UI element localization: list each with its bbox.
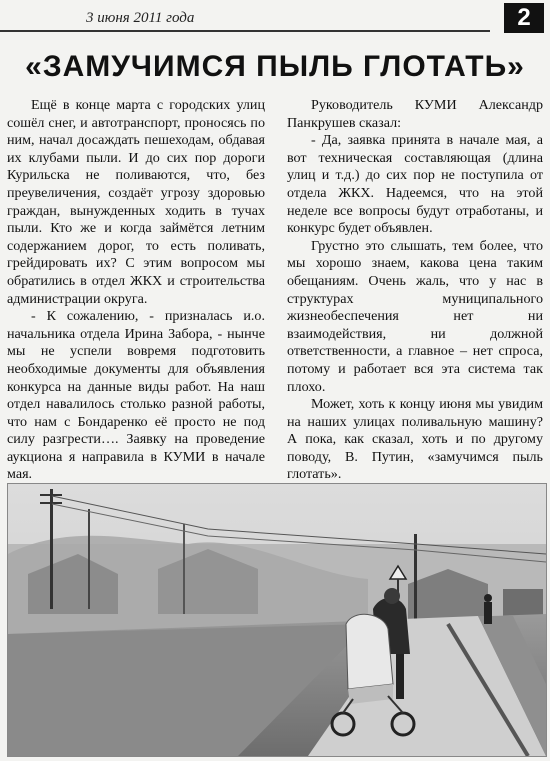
- page-header: [0, 0, 550, 34]
- paragraph: Ещё в конце марта с городских улиц сошёл снег, и автотранспорт, проносясь по ним, начал досаждать пешеходам, обдавая их клубами пыли. И до сих пор дороги Курильска не поливаются, что, без преувеличения, создаёт угрозу здоровью граждан, вынужденных ходить в тучах пыли. Кто же и когда займётся летним содержанием дорог, то есть поливать, грейдировать их? С этим вопросом мы обратились в отдел ЖКХ и строительства администрации округа.: [7, 97, 265, 307]
- issue-date: 3 июня 2011 года: [86, 10, 195, 26]
- paragraph: - Да, заявка принята в начале мая, а вот техническая составляющая (длина улиц и т.д.) до сих пор не поступила от отдела ЖКХ. Надеемся, что на этой неделе все вопросы будут отработаны, и конкурс будет объявлен.: [287, 132, 543, 237]
- paragraph: - К сожалению, - призналась и.о. начальника отдела Ирина Забора, - нынче мы не успели вовремя подготовить необходимые документы для объявления конкурса на данные виды работ. На наш отдел навалилось столько разной работы, что нам с Бондаренко её просто не под силу разгрести…. Заявку на проведение аукциона я направила в КУМИ в начале мая.: [7, 308, 265, 483]
- paragraph: Руководитель КУМИ Александр Панкрушев сказал:: [287, 97, 543, 131]
- article-photo: [7, 483, 547, 757]
- paragraph: Грустно это слышать, тем более, что мы хорошо знаем, какова цена таким обещаниям. Очень жаль, что у нас в структурах муниципального жизнеобеспечения нет ни взаимодействия, ни должной ответственности, а главное – нет спроса, потому и работает вся эта система так плохо.: [287, 237, 543, 395]
- dusty-street-photo: [8, 484, 546, 756]
- article-column-right: [287, 97, 543, 510]
- article-title: «ЗАМУЧИМСЯ ПЫЛЬ ГЛОТАТЬ»: [25, 50, 525, 83]
- paragraph: Может, хоть к концу июня мы увидим на наших улицах поливальную машину? А пока, как сказал, хоть и по другому поводу, В. Путин, «замучимся пыль глотать».: [287, 396, 543, 483]
- page-number: 2: [504, 3, 544, 33]
- article-column-left: [7, 97, 265, 484]
- header-rule: [0, 30, 490, 32]
